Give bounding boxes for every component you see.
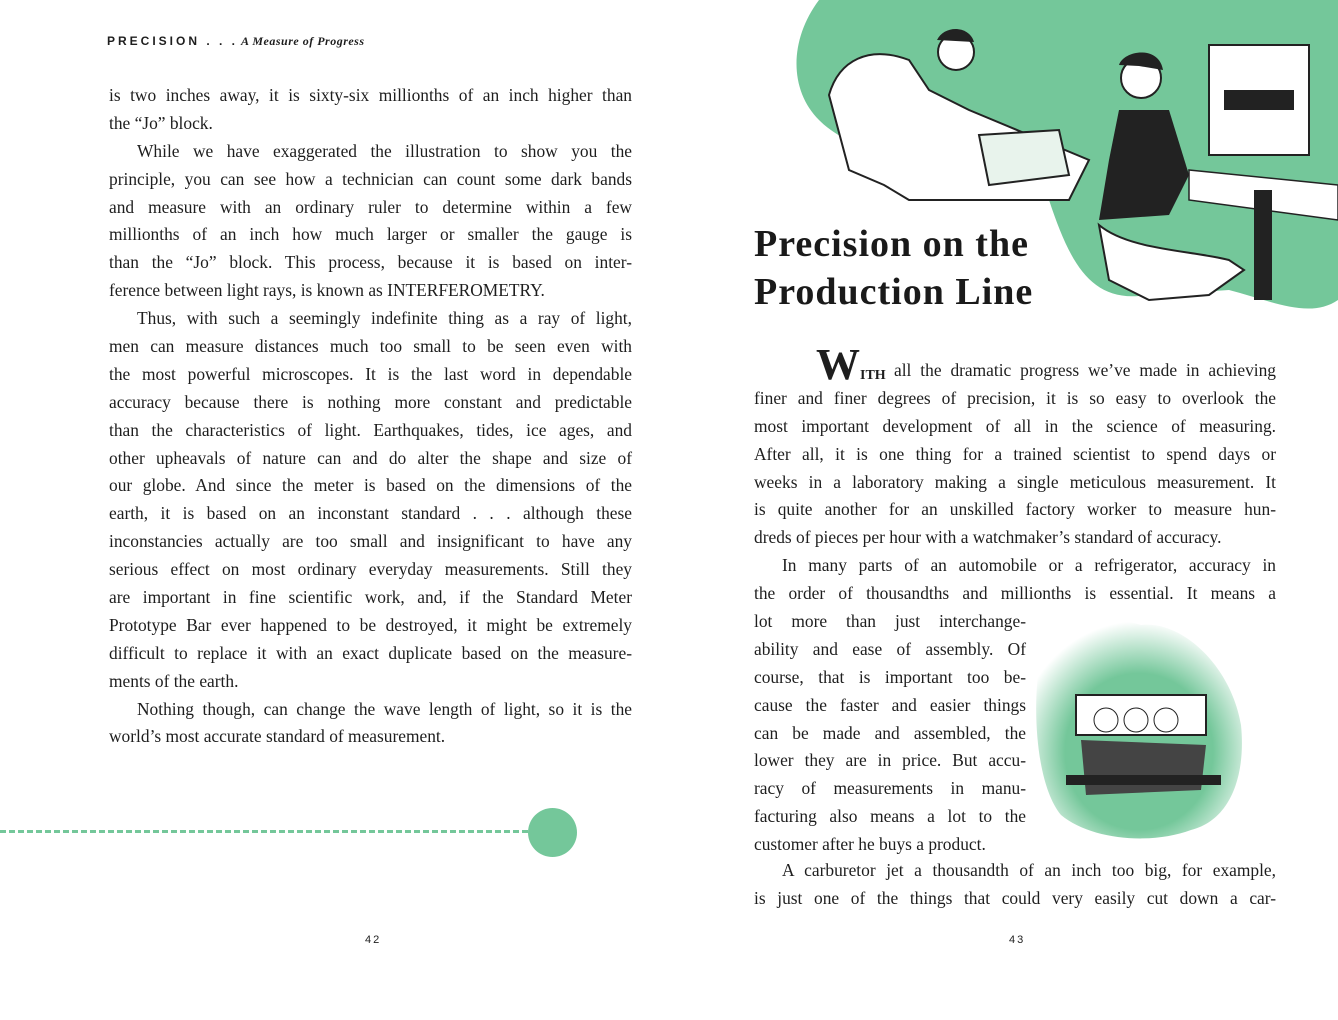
text-line: While we have exaggerated the illustration to show you the	[137, 140, 632, 161]
chapter-title	[754, 220, 1033, 316]
text-line: difficult to replace it with an exact duplicate based on the measure-	[109, 642, 632, 663]
right-body-text-top	[754, 340, 1276, 608]
drop-cap-letter: W	[816, 340, 860, 389]
text-line: are important in fine scientific work, and, if the Standard Meter	[109, 587, 632, 608]
text-line: cause the faster and easier things	[754, 694, 1026, 715]
text-line: most important development of all in the science of measuring.	[754, 415, 1276, 436]
text-line: lot more than just interchange-	[754, 611, 1026, 631]
text-line: is quite another for an unskilled factory worker to measure hun-	[754, 499, 1276, 520]
text-line: customer after he buys a product.	[754, 834, 986, 855]
right-page	[669, 0, 1338, 1020]
text-line: than the “Jo” block. This process, because it is based on inter-	[109, 252, 632, 273]
drop-cap	[816, 340, 886, 394]
text-line: men can measure distances much too small to be seen even with	[109, 336, 632, 357]
right-lines-full	[754, 357, 1276, 608]
page-number: 42	[365, 934, 382, 946]
text-line: is just one of the things that could very easily cut down a car-	[754, 887, 1276, 908]
text-line: millionths of an inch how much larger or smaller the gauge is	[109, 224, 632, 245]
text-line: principle, you can see how a technician can count some dark bands	[109, 168, 632, 189]
text-line: the most powerful microscopes. It is the last word in dependable	[109, 363, 632, 384]
text-line: serious effect on most ordinary everyday measurements. Still they	[109, 559, 632, 580]
right-body-text-bottom	[754, 857, 1276, 913]
text-line: can be made and assembled, the	[754, 722, 1026, 743]
text-line: facturing also means a lot to the	[754, 806, 1026, 827]
dashed-divider	[0, 830, 528, 833]
left-body-text	[109, 82, 632, 751]
text-line: Prototype Bar ever happened to be destroyed, it might be extremely	[109, 614, 632, 635]
drop-cap-rest: ITH	[860, 368, 886, 383]
chapter-title-line2: Production Line	[754, 271, 1034, 313]
text-line: Thus, with such a seemingly indefinite thing as a ray of light,	[137, 308, 632, 329]
text-line: other upheavals of nature can and do alter the shape and size of	[109, 447, 632, 468]
page-number: 43	[1009, 934, 1026, 946]
text-line: the “Jo” block.	[109, 112, 213, 133]
text-line: In many parts of an automobile or a refrigerator, accuracy in	[782, 555, 1276, 576]
right-body-text-narrow	[754, 608, 1026, 859]
running-head-subtitle: A Measure of Progress	[241, 34, 365, 48]
running-head	[107, 34, 365, 49]
text-line: earth, it is based on an inconstant standard . . . although these	[109, 503, 632, 524]
green-circle-ornament	[528, 808, 577, 857]
text-line: After all, it is one thing for a trained scientist to spend days or	[754, 443, 1276, 464]
text-line: A carburetor jet a thousandth of an inch too big, for example,	[782, 860, 1276, 880]
engine-block-illustration	[1031, 605, 1244, 850]
text-line: accuracy because there is nothing more constant and predictable	[109, 391, 632, 412]
text-line: finer and finer degrees of precision, it is so easy to overlook the	[754, 387, 1276, 408]
running-head-caps: PRECISION . . .	[107, 34, 239, 48]
text-line: all the dramatic progress we’ve made in achieving	[894, 360, 1276, 380]
text-line: world’s most accurate standard of measurement.	[109, 726, 446, 747]
text-line: dreds of pieces per hour with a watchmaker’s standard of accuracy.	[754, 527, 1222, 548]
text-line: than the characteristics of light. Earthquakes, tides, ice ages, and	[109, 419, 632, 440]
text-line: ability and ease of assembly. Of	[754, 638, 1026, 659]
text-line: is two inches away, it is sixty-six millionths of an inch higher than	[109, 85, 632, 105]
text-line: course, that is important too be-	[754, 666, 1026, 687]
text-line: ference between light rays, is known as INTERFEROMETRY.	[109, 280, 545, 301]
text-line: ments of the earth.	[109, 670, 239, 691]
text-line: and measure with an ordinary ruler to determine within a few	[109, 196, 632, 217]
text-line: inconstancies actually are too small and insignificant to have any	[109, 531, 632, 552]
text-line: racy of measurements in manu-	[754, 778, 1026, 799]
text-line: our globe. And since the meter is based on the dimensions of the	[109, 475, 632, 496]
chapter-title-line1: Precision on the	[754, 223, 1029, 265]
text-line: lower they are in price. But accu-	[754, 750, 1026, 771]
text-line: weeks in a laboratory making a single meticulous measurement. It	[754, 471, 1276, 492]
text-line: Nothing though, can change the wave length of light, so it is the	[137, 698, 632, 719]
text-line: the order of thousandths and millionths is essential. It means a	[754, 583, 1276, 604]
